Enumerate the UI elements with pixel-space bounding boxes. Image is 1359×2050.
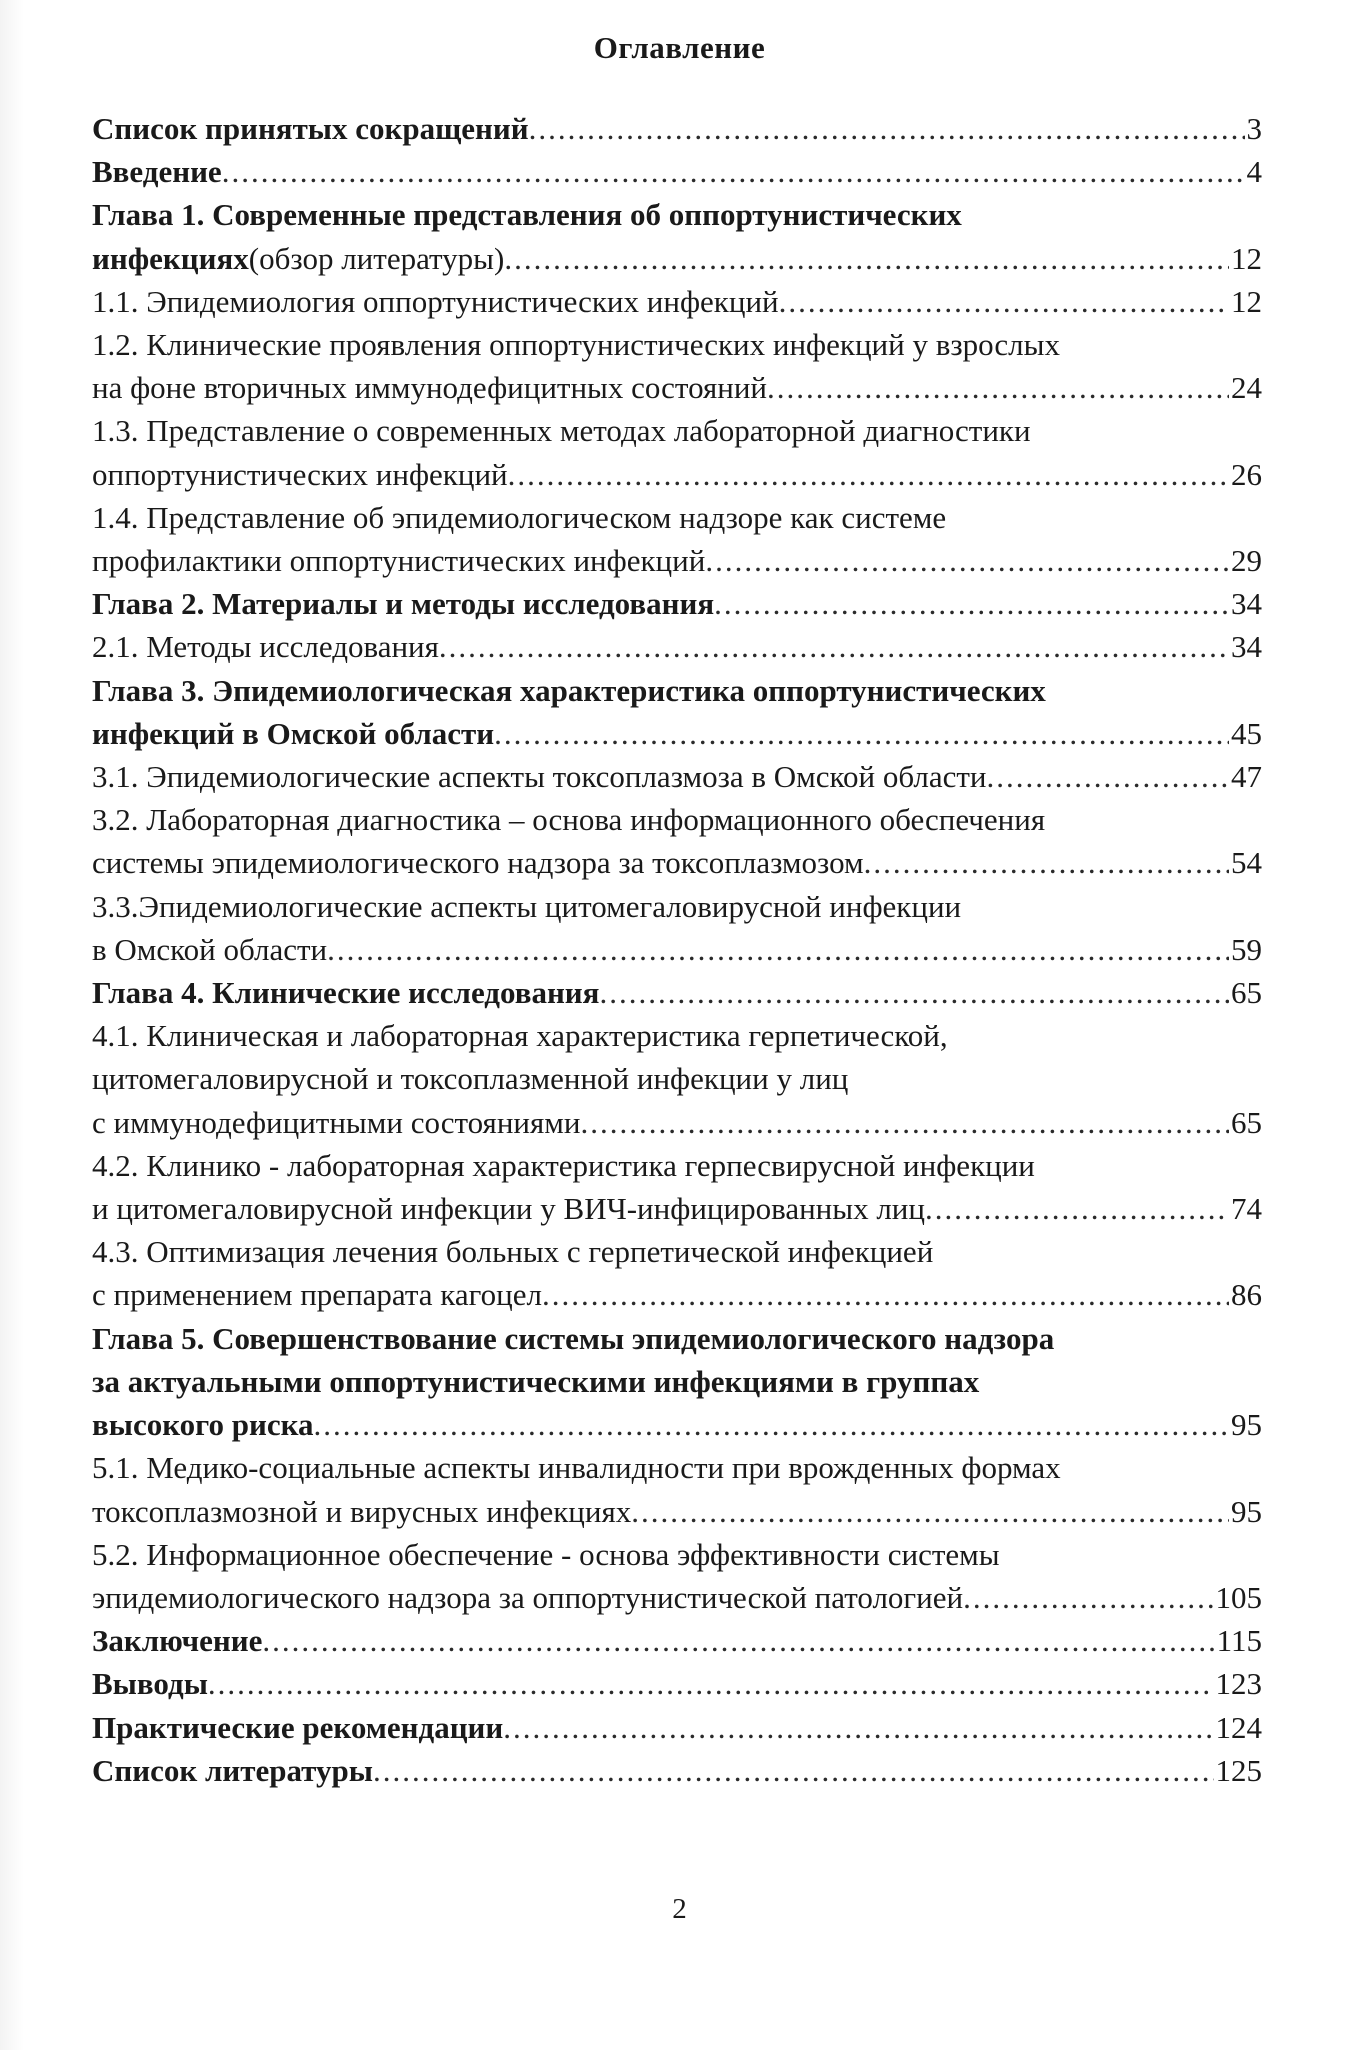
toc-entry-line	[92, 885, 1262, 928]
toc-entry	[92, 755, 1262, 798]
toc-entry-text: в Омской области	[92, 931, 328, 967]
toc-dot-leader	[327, 928, 1229, 971]
toc-entry	[92, 409, 1262, 495]
toc-entry-line-last	[92, 841, 1262, 884]
toc-entry-line	[92, 409, 1262, 452]
toc-dot-leader	[705, 539, 1229, 582]
toc-entry-line-last	[92, 1576, 1262, 1619]
toc-entry	[92, 625, 1262, 668]
toc-dot-leader	[508, 453, 1229, 496]
page-number: 2	[672, 1893, 687, 1925]
toc-entry-text: за актуальными оппортунистическими инфекциями в группах	[92, 1363, 980, 1399]
toc-entry	[92, 1144, 1262, 1230]
toc-entry-line	[92, 1230, 1262, 1273]
toc-entry	[92, 582, 1262, 625]
toc-dot-leader	[631, 1490, 1229, 1533]
toc-dot-leader	[714, 582, 1229, 625]
toc-entry-line	[92, 1317, 1262, 1360]
toc-entry-text: инфекциях	[92, 240, 249, 276]
page-title: Оглавление	[593, 30, 766, 65]
toc-page-number: 115	[1216, 1623, 1262, 1659]
toc-entry	[92, 1533, 1262, 1619]
toc-entry-line	[92, 1014, 1262, 1057]
toc-page-number: 34	[1231, 629, 1262, 665]
toc-entry-text: профилактики оппортунистических инфекций	[92, 543, 706, 579]
toc-entry-line	[92, 496, 1262, 539]
toc-entry-text: Выводы	[92, 1666, 208, 1702]
toc-page-number: 123	[1215, 1666, 1262, 1702]
toc-entry	[92, 885, 1262, 971]
toc-entry	[92, 280, 1262, 323]
toc-entry-text: 3.1. Эпидемиологические аспекты токсоплазмоза в Омской области	[92, 759, 987, 795]
toc-page-number: 12	[1231, 240, 1262, 276]
toc-page-number: 125	[1215, 1752, 1262, 1788]
toc-entry-text: с применением препарата кагоцел	[92, 1277, 542, 1313]
toc-entry-text: Заключение	[92, 1623, 263, 1659]
toc-entry-text: оппортунистических инфекций	[92, 456, 508, 492]
table-of-contents	[92, 107, 1262, 1792]
toc-dot-leader	[494, 712, 1229, 755]
toc-page-number: 65	[1231, 975, 1262, 1011]
toc-dot-leader	[599, 971, 1229, 1014]
toc-entry-line-last	[92, 712, 1262, 755]
toc-page-number: 3	[1246, 111, 1262, 146]
toc-entry-text: цитомегаловирусной и токсоплазменной инфекции у лиц	[92, 1061, 849, 1097]
toc-entry-text: 5.2. Информационное обеспечение - основа эффективности системы	[92, 1536, 1000, 1572]
toc-entry-line	[92, 1446, 1262, 1489]
toc-dot-leader	[963, 1576, 1213, 1619]
toc-entry	[92, 496, 1262, 582]
toc-entry-line-last	[92, 1490, 1262, 1533]
toc-page-number: 105	[1215, 1579, 1262, 1615]
toc-page-number: 65	[1231, 1104, 1262, 1140]
toc-entry-text: Глава 1. Современные представления об оппортунистических	[92, 197, 962, 233]
toc-entry-line-last	[92, 928, 1262, 971]
toc-entry	[92, 971, 1262, 1014]
toc-page-number: 86	[1231, 1277, 1262, 1313]
toc-entry-text: системы эпидемиологического надзора за токсоплазмозом	[92, 845, 864, 881]
toc-dot-leader	[529, 107, 1245, 150]
toc-entry	[92, 1446, 1262, 1532]
toc-entry	[92, 150, 1262, 193]
toc-entry-text: 3.2. Лабораторная диагностика – основа информационного обеспечения	[92, 802, 1046, 838]
toc-entry-text: Список принятых сокращений	[92, 111, 529, 146]
toc-entry-line	[92, 798, 1262, 841]
toc-entry-text: 1.1. Эпидемиология оппортунистических инфекций	[92, 283, 779, 319]
toc-entry-line-last	[92, 1101, 1262, 1144]
toc-entry-text: 5.1. Медико-социальные аспекты инвалидности при врожденных формах	[92, 1450, 1061, 1486]
toc-dot-leader	[580, 1101, 1229, 1144]
toc-entry-text: 1.4. Представление об эпидемиологическом надзоре как системе	[92, 499, 947, 535]
toc-entry-line-last	[92, 755, 1262, 798]
toc-page-number: 29	[1231, 543, 1262, 579]
toc-page-number: 26	[1231, 456, 1262, 492]
toc-entry-text: Глава 3. Эпидемиологическая характеристика оппортунистических	[92, 672, 1046, 708]
toc-entry-text: 3.3.Эпидемиологические аспекты цитомегаловирусной инфекции	[92, 888, 962, 924]
toc-entry-line-last	[92, 1403, 1262, 1446]
toc-page-number: 74	[1231, 1191, 1262, 1227]
toc-entry-text: Список литературы	[92, 1752, 373, 1788]
toc-entry-text: на фоне вторичных иммунодефицитных состояний	[92, 370, 768, 406]
toc-entry-text: Глава 5. Совершенствование системы эпидемиологического надзора	[92, 1320, 1055, 1356]
toc-entry-line-last	[92, 1749, 1262, 1792]
toc-entry	[92, 107, 1262, 150]
toc-entry-text: с иммунодефицитными состояниями	[92, 1104, 581, 1140]
toc-entry-line-last	[92, 1187, 1262, 1230]
toc-dot-leader	[864, 841, 1229, 884]
toc-entry-text: 4.3. Оптимизация лечения больных с герпетической инфекцией	[92, 1234, 934, 1270]
toc-entry-line	[92, 669, 1262, 712]
toc-entry-text: 2.1. Методы исследования	[92, 629, 439, 665]
toc-entry-text: 4.1. Клиническая и лабораторная характеристика герпетической,	[92, 1018, 948, 1054]
toc-page-number: 54	[1231, 845, 1262, 881]
toc-entry	[92, 1619, 1262, 1662]
toc-entry	[92, 1230, 1262, 1316]
toc-entry-line	[92, 323, 1262, 366]
toc-page-number: 45	[1231, 715, 1262, 751]
toc-entry-line-last	[92, 366, 1262, 409]
toc-entry-text: 4.2. Клинико - лабораторная характеристика герпесвирусной инфекции	[92, 1147, 1035, 1183]
toc-dot-leader	[986, 755, 1229, 798]
toc-entry	[92, 669, 1262, 755]
toc-entry-line-last	[92, 150, 1262, 193]
toc-entry-line	[92, 1144, 1262, 1187]
toc-entry-text: 1.3. Представление о современных методах лабораторной диагностики	[92, 413, 1031, 449]
toc-entry-text: токсоплазмозной и вирусных инфекциях	[92, 1493, 632, 1529]
toc-entry-text: инфекций в Омской области	[92, 715, 495, 751]
toc-dot-leader	[504, 237, 1229, 280]
toc-dot-leader	[373, 1749, 1214, 1792]
toc-dot-leader	[542, 1273, 1229, 1316]
toc-entry-text: высокого риска	[92, 1407, 314, 1443]
toc-dot-leader	[313, 1403, 1229, 1446]
scan-edge-shadow	[0, 0, 24, 2050]
toc-dot-leader	[222, 150, 1245, 193]
toc-entry-line-last	[92, 237, 1262, 280]
toc-entry-line-last	[92, 625, 1262, 668]
toc-entry	[92, 1317, 1262, 1447]
toc-entry-line-last	[92, 107, 1262, 150]
toc-entry	[92, 323, 1262, 409]
toc-entry	[92, 1749, 1262, 1792]
toc-entry-line	[92, 1057, 1262, 1100]
toc-entry-text: эпидемиологического надзора за оппортунистической патологией	[92, 1579, 964, 1615]
toc-dot-leader	[262, 1619, 1214, 1662]
toc-dot-leader	[779, 280, 1229, 323]
toc-entry	[92, 1662, 1262, 1705]
toc-dot-leader	[925, 1187, 1229, 1230]
toc-entry-line-last	[92, 453, 1262, 496]
toc-page-number: 12	[1231, 283, 1262, 319]
toc-entry	[92, 193, 1262, 279]
toc-dot-leader	[208, 1662, 1214, 1705]
toc-entry-line	[92, 1533, 1262, 1576]
toc-page-number: 59	[1231, 931, 1262, 967]
toc-entry-line	[92, 193, 1262, 236]
toc-entry-line-last	[92, 280, 1262, 323]
toc-entry-line-last	[92, 1706, 1262, 1749]
toc-entry-subtitle: (обзор литературы)	[248, 240, 505, 276]
toc-entry-line-last	[92, 582, 1262, 625]
toc-entry-text: Глава 4. Клинические исследования	[92, 975, 600, 1011]
toc-entry-line-last	[92, 1662, 1262, 1705]
toc-entry-line-last	[92, 1273, 1262, 1316]
toc-page-number: 4	[1246, 154, 1262, 190]
toc-entry-line-last	[92, 539, 1262, 582]
toc-entry-line	[92, 1360, 1262, 1403]
toc-page-number: 47	[1231, 759, 1262, 795]
toc-entry	[92, 1014, 1262, 1144]
toc-dot-leader	[767, 366, 1229, 409]
toc-page-number: 34	[1231, 586, 1262, 622]
toc-dot-leader	[503, 1706, 1213, 1749]
toc-entry-text: Глава 2. Материалы и методы исследования	[92, 586, 715, 622]
toc-entry-line-last	[92, 971, 1262, 1014]
toc-page-number: 24	[1231, 370, 1262, 406]
toc-entry	[92, 1706, 1262, 1749]
toc-page-number: 95	[1231, 1407, 1262, 1443]
toc-entry-line-last	[92, 1619, 1262, 1662]
toc-dot-leader	[439, 625, 1229, 668]
toc-entry-text: Введение	[92, 154, 222, 190]
toc-entry	[92, 798, 1262, 884]
toc-entry-text: 1.2. Клинические проявления оппортунистических инфекций у взрослых	[92, 327, 1060, 363]
toc-entry-text: и цитомегаловирусной инфекции у ВИЧ-инфицированных лиц	[92, 1191, 925, 1227]
toc-page-number: 95	[1231, 1493, 1262, 1529]
toc-page-number: 124	[1215, 1709, 1262, 1745]
toc-entry-text: Практические рекомендации	[92, 1709, 504, 1745]
